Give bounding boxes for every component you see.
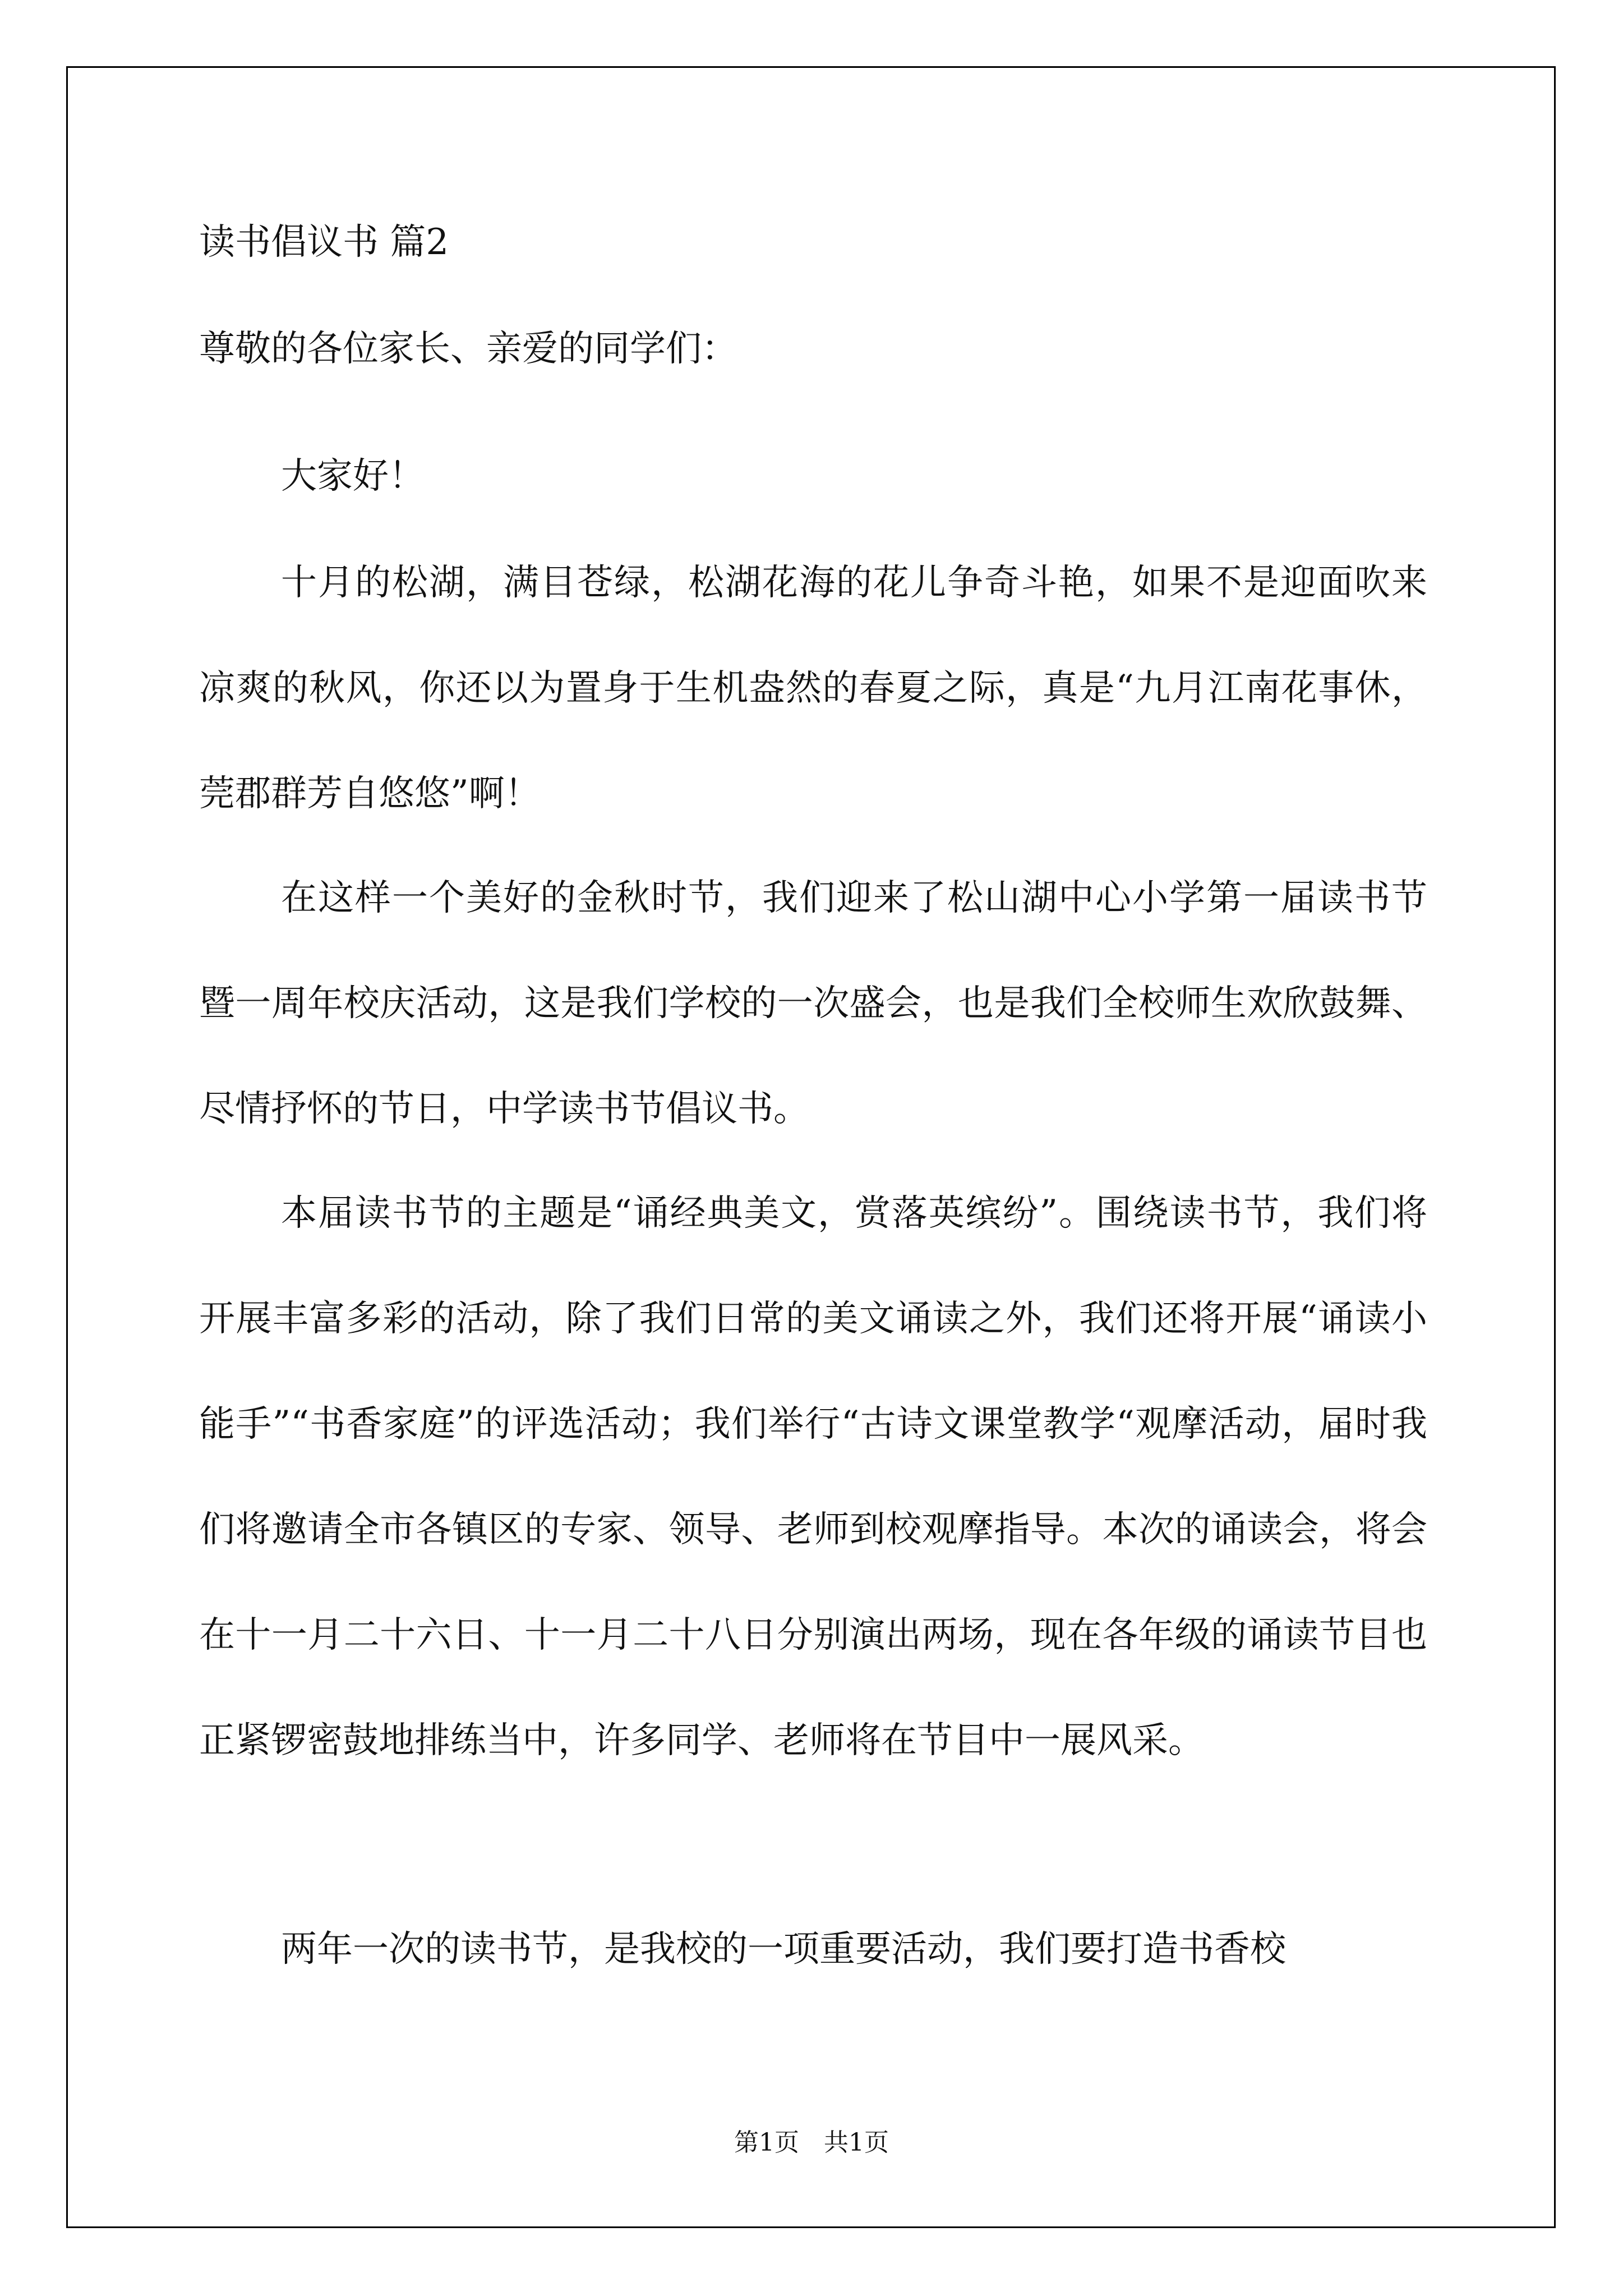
greeting: 大家好！	[281, 455, 425, 497]
paragraph-1: 十月的松湖，满目苍绿，松湖花海的花儿争奇斗艳，如果不是迎面吹来凉爽的秋风，你还以为置身于生机盎然的春夏之际，真是“九月江南花事休，莞郡群芳自悠悠”啊！	[199, 562, 1427, 815]
paragraph-2: 在这样一个美好的金秋时节，我们迎来了松山湖中心小学第一届读书节暨一周年校庆活动，这是我们学校的一次盛会，也是我们全校师生欢欣鼓舞、尽情抒怀的节日，中学读书节倡议书。	[199, 877, 1427, 1130]
paragraph-3: 本届读书节的主题是“诵经典美文，赏落英缤纷”。围绕读书节，我们将开展丰富多彩的活动，除了我们日常的美文诵读之外，我们还将开展“诵读小能手”“书香家庭”的评选活动；我们举行“古诗文课堂教学“观摩活动，届时我们将邀请全市各镇区的专家、领导、老师到校观摩指导。本次的诵读会，将会在十一月二十六日、十一月二十八日分别演出两场，现在各年级的诵读节目也正紧锣密鼓地排练当中，许多同学、老师将在节目中一展风采。	[199, 1193, 1427, 1761]
paragraph-4: 两年一次的读书节，是我校的一项重要活动，我们要打造书香校	[281, 1929, 1286, 1970]
document-title: 读书倡议书 篇2	[199, 222, 449, 263]
page-footer	[0, 2128, 1623, 2157]
salutation: 尊敬的各位家长、亲爱的同学们：	[199, 328, 737, 370]
page-number: 第1页 共1页	[734, 2128, 889, 2157]
